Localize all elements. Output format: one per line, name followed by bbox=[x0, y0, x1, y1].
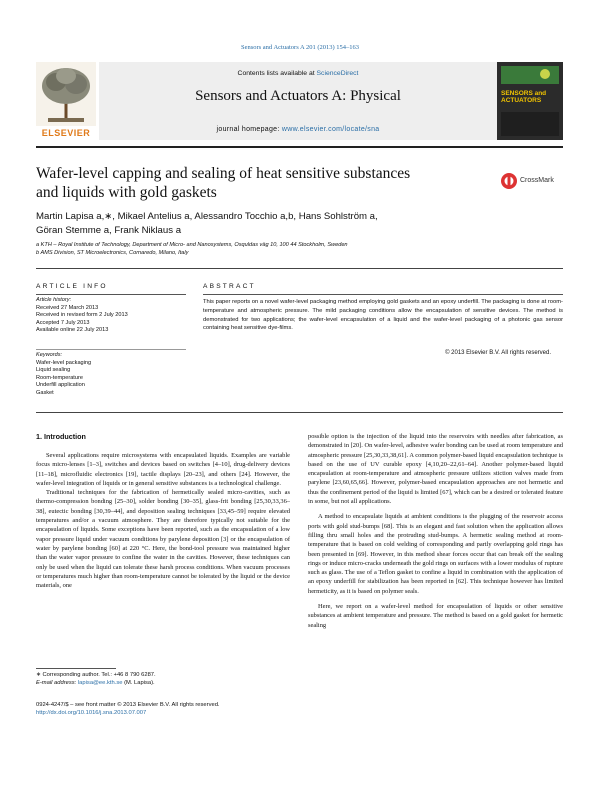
history-item: Accepted 7 July 2013 bbox=[36, 319, 90, 326]
keywords-rule bbox=[36, 349, 186, 350]
publisher-wordmark: ELSEVIER bbox=[41, 128, 91, 138]
keyword: Gasket bbox=[36, 389, 54, 396]
history-item: Available online 22 July 2013 bbox=[36, 327, 109, 334]
sciencedirect-link[interactable]: ScienceDirect bbox=[316, 70, 359, 77]
issn-line: 0924-4247/$ – see front matter © 2013 Elsevier B.V. All rights reserved. bbox=[36, 702, 220, 708]
header-rule bbox=[36, 146, 563, 148]
corresponding-author-note: ∗ Corresponding author. Tel.: +46 8 790 6287. bbox=[36, 672, 156, 678]
homepage-link[interactable]: www.elsevier.com/locate/sna bbox=[281, 126, 380, 133]
body-paragraph: Traditional techniques for the fabrication of hermetically sealed micro-cavities, such as thermo-compression bonding [25–30], solder bonding [30–35], glass-frit bonding [25,30,33,36–38], eutectic bonding [30,39–44], and deposition sealing techniques [33,45–59] require elevated temperatures and/or a vacuum atmosphere. They are therefore typically not suitable for the encapsulation of liquids. Some exceptions have been reported, such as the encapsulation of a low vapor pressure liquid under vacuum conditions by parylene deposition [3] or the encapsulation of water by parylene bonding [60] at 220 °C. Here, the bond-tool pressure was maintained higher than the water vapor pressure to confine the water in the cavities. However, these techniques can only be used when the liquid can tolerate these harsh process conditions. When vacuum processes or temperatures much higher than room-temperature cannot be tolerated by the liquid or the device materials, one bbox=[36, 489, 290, 590]
keywords-list bbox=[36, 352, 186, 398]
history-item: Received 27 March 2013 bbox=[36, 304, 99, 311]
body-paragraph: A method to encapsulate liquids at ambient conditions is the plugging of the reservoir access ports with gold stud-bumps [68]. This is an elegant and fast solution when the application allows filling thru small holes and the protruding stud-bumps. A hermetic sealing method at room-temperature that is based on cold welding of corresponding and partly overlapping gold rings has been presented in [69]. However, in this method shear forces occur that can break off the sealing rings or induce micro-cracks underneath the gold rings on surfaces with a lower modulus of rupture such as glass. The use of a Teflon gasket to confine a liquid in combination with the application of an epoxy underfill for stabilization has been reported in [62]. This technique however has limited hermeticity, as it is based on polymer seals. bbox=[308, 513, 563, 595]
keyword: Room-temperature bbox=[36, 374, 83, 381]
abstract-rule bbox=[203, 294, 563, 295]
keyword: Wafer-level packaging bbox=[36, 359, 92, 366]
section-rule bbox=[36, 268, 563, 269]
affiliation-a: a KTH – Royal Institute of Technology, Department of Micro- and Nanosystems, Osquldas väg 10, 100 44 Stockholm, Sweden bbox=[36, 242, 348, 248]
abstract-heading: ABSTRACT bbox=[203, 283, 256, 290]
history-label: Article history: bbox=[36, 297, 72, 303]
body-rule bbox=[36, 412, 563, 413]
body-column-right bbox=[308, 432, 563, 636]
doi-link[interactable]: http://dx.doi.org/10.1016/j.sna.2013.07.007 bbox=[36, 710, 147, 716]
crossmark-icon bbox=[500, 172, 518, 190]
keywords-label: Keywords: bbox=[36, 352, 63, 358]
keyword: Underfill application bbox=[36, 382, 85, 389]
article-history bbox=[36, 297, 186, 335]
crossmark-badge[interactable] bbox=[500, 172, 570, 192]
contents-available-line bbox=[99, 70, 497, 77]
body-paragraph: possible option is the injection of the liquid into the reservoirs with needles after fabrication, as demonstrated in [20]. On wafer-level, adhesive wafer bonding can be used at room temperature and atmospheric pressure [25,30,33,38,61]. A common polymer-based liquid encapsulation technique is based on the use of UV curable epoxy [4,10,20–22,61–64]. Another polymer-based liquid encapsulation at room-temperature and atmospheric pressure utilizes stiction valves made from parylene [23,60,65,66]. However, polymer-based encapsulation approaches are not hermetic and thus the confinement period of the liquid is limited [67], which can be a desired or tolerated feature in some, but not all applications. bbox=[308, 433, 563, 506]
journal-reference[interactable]: Sensors and Actuators A 201 (2013) 154–163 bbox=[240, 44, 360, 51]
authors-line-2: Göran Stemme a, Frank Niklaus a bbox=[36, 225, 182, 236]
journal-homepage-line bbox=[99, 126, 497, 133]
body-paragraph: Several applications require microsystems with encapsulated liquids. Examples are variable focus micro-lenses [1–3], switches and devices based on switches [4–10], drug-delivery devices [11–18], microfluidic electronics [19], tactile displays [20–23], and others [24]. However, the wafer-level integration of liquids or in general sensitive substances is a technological challenge. bbox=[36, 452, 290, 487]
body-column-left bbox=[36, 451, 290, 590]
footnote-rule bbox=[36, 668, 116, 669]
email-suffix: (M. Lapisa). bbox=[122, 680, 155, 686]
email-link[interactable]: lapisa@ee.kth.se bbox=[77, 680, 123, 686]
journal-title: Sensors and Actuators A: Physical bbox=[195, 88, 401, 104]
crossmark-label: CrossMark bbox=[520, 177, 554, 184]
email-label: E-mail address: bbox=[36, 680, 78, 686]
body-paragraph: Here, we report on a wafer-level method for encapsulation of liquids or other sensitive substances at ambient temperature and pressure. The method is based on a gold gasket for hermetic sealing bbox=[308, 603, 563, 629]
history-item: Received in revised form 2 July 2013 bbox=[36, 312, 128, 319]
abstract-copyright: © 2013 Elsevier B.V. All rights reserved. bbox=[445, 350, 551, 356]
cover-title: SENSORS and ACTUATORS bbox=[501, 90, 547, 104]
article-info-heading: ARTICLE INFO bbox=[36, 283, 108, 290]
article-info-rule bbox=[36, 294, 186, 295]
affiliation-b: b AMS Division, ST Microelectronics, Cornaredo, Milano, Italy bbox=[36, 250, 189, 256]
keyword: Liquid sealing bbox=[36, 367, 71, 374]
homepage-prefix: journal homepage: bbox=[216, 126, 282, 133]
contents-prefix: Contents lists available at bbox=[237, 70, 317, 77]
author-list bbox=[36, 210, 466, 238]
author-email-note bbox=[36, 680, 155, 686]
abstract-text: This paper reports on a novel wafer-level packaging method employing gold gaskets and an epoxy underfill. The packaging is done at room-temperature and atmospheric pressure. The mild packaging conditions allow the encapsulation of sensitive devices. The method is demonstrated for two applications; the wafer-level encapsulation of a liquid and the wafer-level packaging of a photonic gas sensor containing heat sensitive dye-films. bbox=[203, 299, 563, 332]
paper-title: Wafer-level capping and sealing of heat sensitive substances and liquids with gold gaskets bbox=[36, 165, 411, 201]
authors-line-1: Martin Lapisa a,∗, Mikael Antelius a, Alessandro Tocchio a,b, Hans Sohlström a, bbox=[36, 211, 378, 222]
introduction-heading: 1. Introduction bbox=[36, 432, 86, 441]
